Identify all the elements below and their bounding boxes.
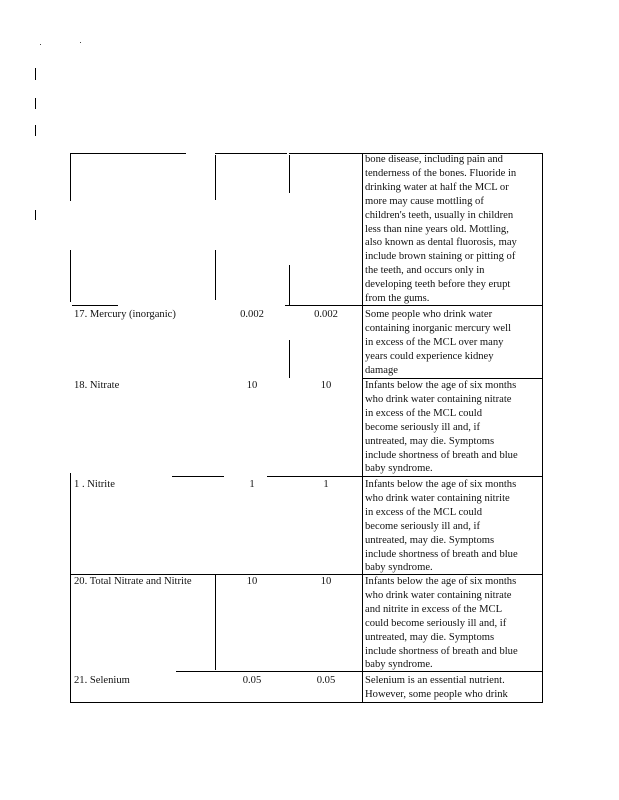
row-divider xyxy=(172,476,224,477)
mcl-value: 10 xyxy=(246,576,258,587)
column-divider xyxy=(362,153,363,703)
mcl-value: 1 xyxy=(249,479,255,490)
column-divider xyxy=(215,155,216,200)
health-effects-cell: Selenium is an essential nutrient. However, some people who drink xyxy=(365,675,508,700)
row-divider xyxy=(72,305,118,306)
health-effects-cell: Infants below the age of six months who drink water containing nitrate in excess of the MCL could become seriously ill and, if untreated, may die. Symptoms include shortness of breath and blue baby syndrome. xyxy=(365,380,518,475)
column-divider xyxy=(215,250,216,300)
mcl-value: 0.002 xyxy=(240,309,264,320)
scan-mark xyxy=(35,125,36,136)
column-divider xyxy=(289,340,290,378)
column-divider xyxy=(289,155,290,193)
mclg-value: 1 xyxy=(323,479,329,490)
column-divider xyxy=(289,265,290,305)
health-effects-cell: bone disease, including pain and tenderness of the bones. Fluoride in drinking water at half the MCL or more may cause mottling of children's teeth, usually in children less than nine years old. Mottling, also known as dental fluorosis, may include brown staining or pitting of the teeth, and occurs only in developing teeth before they erupt from the gums. xyxy=(365,154,517,305)
scan-mark xyxy=(35,210,36,220)
mcl-value: 0.05 xyxy=(242,675,262,686)
contaminant-name: 20. Total Nitrate and Nitrite xyxy=(74,576,192,587)
mclg-value: 0.002 xyxy=(314,309,338,320)
table-border-left xyxy=(70,153,71,201)
mclg-value: 0.05 xyxy=(316,675,336,686)
health-effects-cell: Infants below the age of six months who drink water containing nitrite in excess of the MCL could become seriously ill and, if untreated, may die. Symptoms include shortness of breath and blue baby syndrome. xyxy=(365,479,518,574)
mcl-value: 10 xyxy=(246,380,258,391)
contaminant-name: 21. Selenium xyxy=(74,675,130,686)
table-border-top xyxy=(215,153,287,154)
scan-speck xyxy=(80,42,81,43)
contaminant-name: 1 . Nitrite xyxy=(74,479,115,490)
scan-speck xyxy=(40,44,41,45)
table-border-left xyxy=(70,473,71,703)
scan-mark xyxy=(35,98,36,109)
mclg-value: 10 xyxy=(320,380,332,391)
mclg-value: 10 xyxy=(320,576,332,587)
scan-mark xyxy=(35,68,36,80)
contaminant-name: 18. Nitrate xyxy=(74,380,120,391)
health-effects-cell: Some people who drink water containing inorganic mercury well in excess of the MCL over many years could experience kidney damage xyxy=(365,309,512,376)
table-border-left xyxy=(70,250,71,302)
table-border-bottom xyxy=(70,702,543,703)
column-divider xyxy=(215,575,216,670)
health-effects-cell: Infants below the age of six months who drink water containing nitrate and nitrite in excess of the MCL could become seriously ill and, if untreated, may die. Symptoms include shortness of breath and blue baby syndrome. xyxy=(365,576,518,671)
table-border-top xyxy=(70,153,186,154)
contaminant-name: 17. Mercury (inorganic) xyxy=(74,309,176,320)
